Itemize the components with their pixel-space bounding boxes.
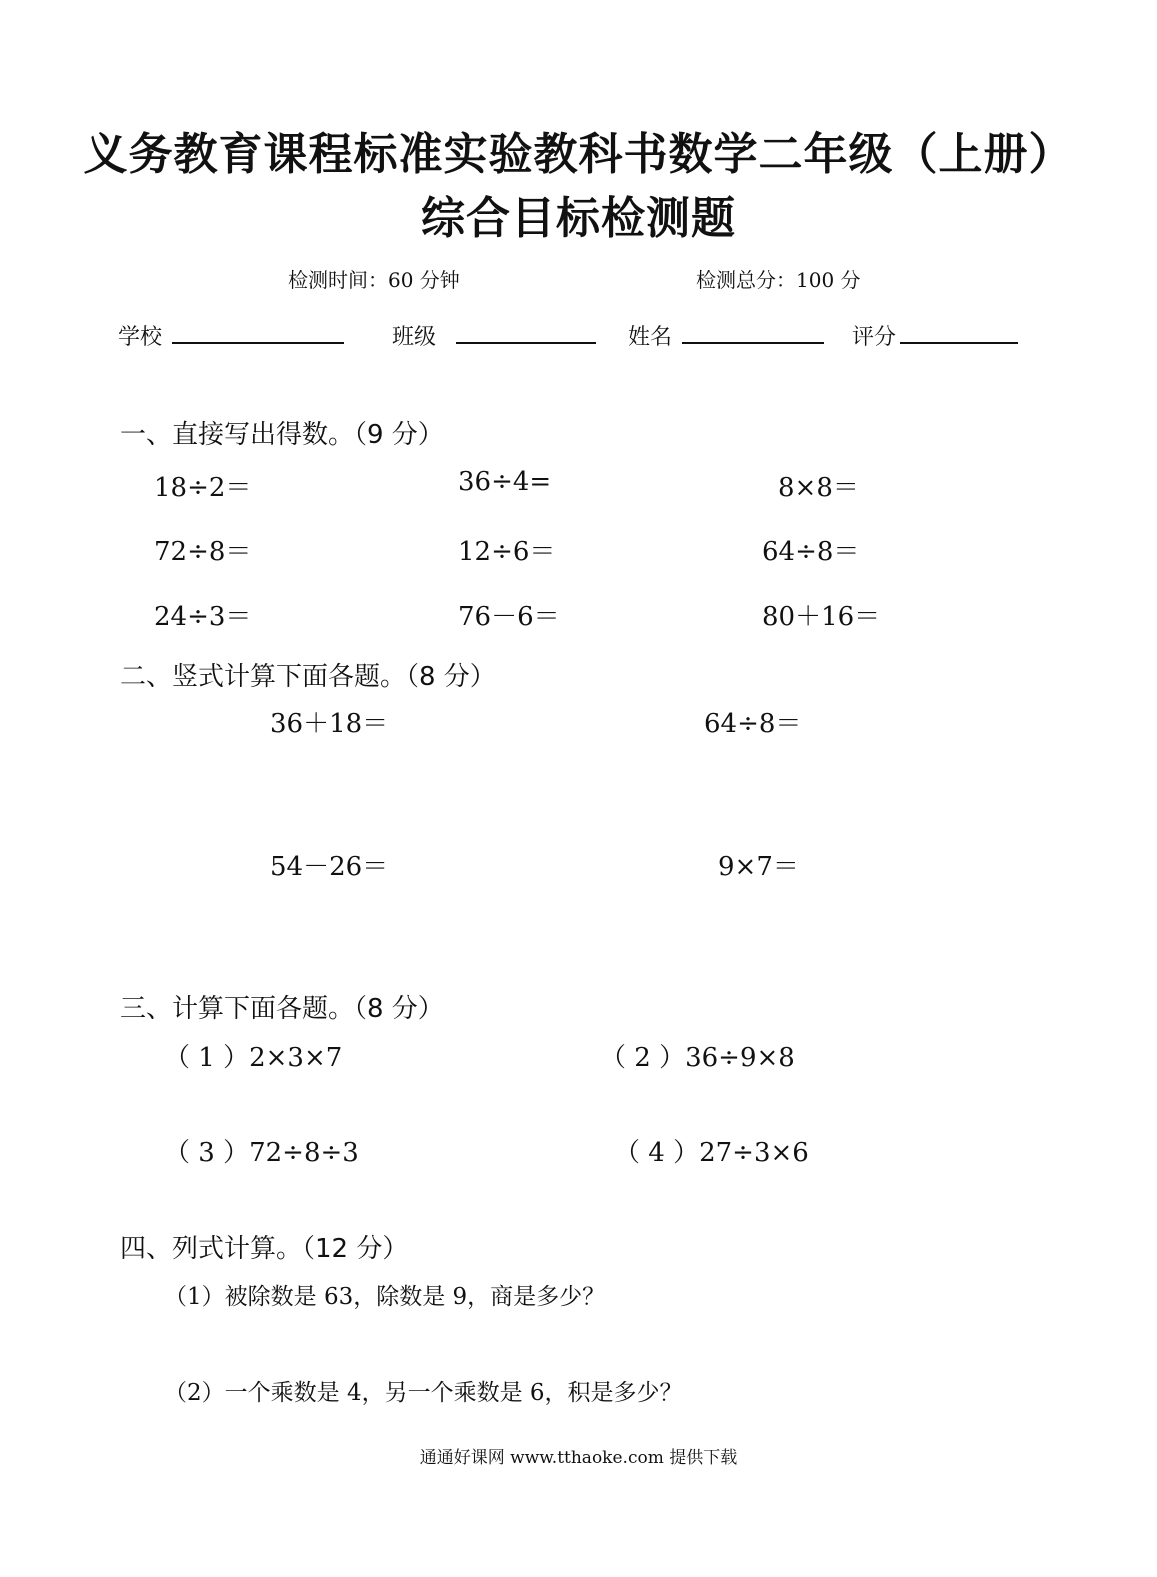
word-problem-1: （1）被除数是 63，除数是 9，商是多少？ xyxy=(164,1284,606,1310)
grade-label: 评分 xyxy=(852,325,897,350)
school-label: 学校 xyxy=(118,325,163,350)
problem-1-1: 18÷2＝ xyxy=(154,473,252,503)
footer-credit: 通通好课网 www.tthaoke.com 提供下载 xyxy=(419,1448,738,1468)
section-heading-4: 四、列式计算。（12 分） xyxy=(120,1234,409,1264)
problem-3-3: （ 3 ）72÷8÷3 xyxy=(164,1138,359,1168)
problem-2-3: 54－26＝ xyxy=(270,852,389,882)
class-label: 班级 xyxy=(392,325,437,350)
problem-1-9: 80＋16＝ xyxy=(762,602,881,632)
exam-total-score: 检测总分：100 分 xyxy=(696,268,861,292)
exam-time: 检测时间：60 分钟 xyxy=(288,268,460,292)
problem-1-8: 76－6＝ xyxy=(458,602,560,632)
problem-1-7: 24÷3＝ xyxy=(154,602,252,632)
class-field[interactable] xyxy=(456,342,596,344)
problem-1-5: 12÷6＝ xyxy=(458,537,556,567)
page-title: 义务教育课程标准实验教科书数学二年级（上册） xyxy=(83,129,1074,180)
problem-3-1: （ 1 ）2×3×7 xyxy=(164,1043,343,1073)
problem-1-6: 64÷8＝ xyxy=(762,537,860,567)
section-heading-1: 一、直接写出得数。（9 分） xyxy=(120,420,444,450)
name-field[interactable] xyxy=(682,342,824,344)
problem-2-1: 36＋18＝ xyxy=(270,709,389,739)
problem-1-4: 72÷8＝ xyxy=(154,537,252,567)
problem-2-4: 9×7＝ xyxy=(718,852,799,882)
name-label: 姓名 xyxy=(628,325,673,350)
section-heading-2: 二、竖式计算下面各题。（8 分） xyxy=(120,662,496,692)
problem-2-2: 64÷8＝ xyxy=(704,709,802,739)
problem-1-2: 36÷4= xyxy=(458,467,552,497)
section-heading-3: 三、计算下面各题。（8 分） xyxy=(120,994,444,1024)
problem-1-3: 8×8＝ xyxy=(778,473,859,503)
page-subtitle: 综合目标检测题 xyxy=(421,193,736,244)
problem-3-4: （ 4 ）27÷3×6 xyxy=(614,1138,809,1168)
problem-3-2: （ 2 ）36÷9×8 xyxy=(600,1043,795,1073)
school-field[interactable] xyxy=(172,342,344,344)
word-problem-2: （2）一个乘数是 4，另一个乘数是 6，积是多少？ xyxy=(164,1380,683,1406)
grade-field[interactable] xyxy=(900,342,1018,344)
